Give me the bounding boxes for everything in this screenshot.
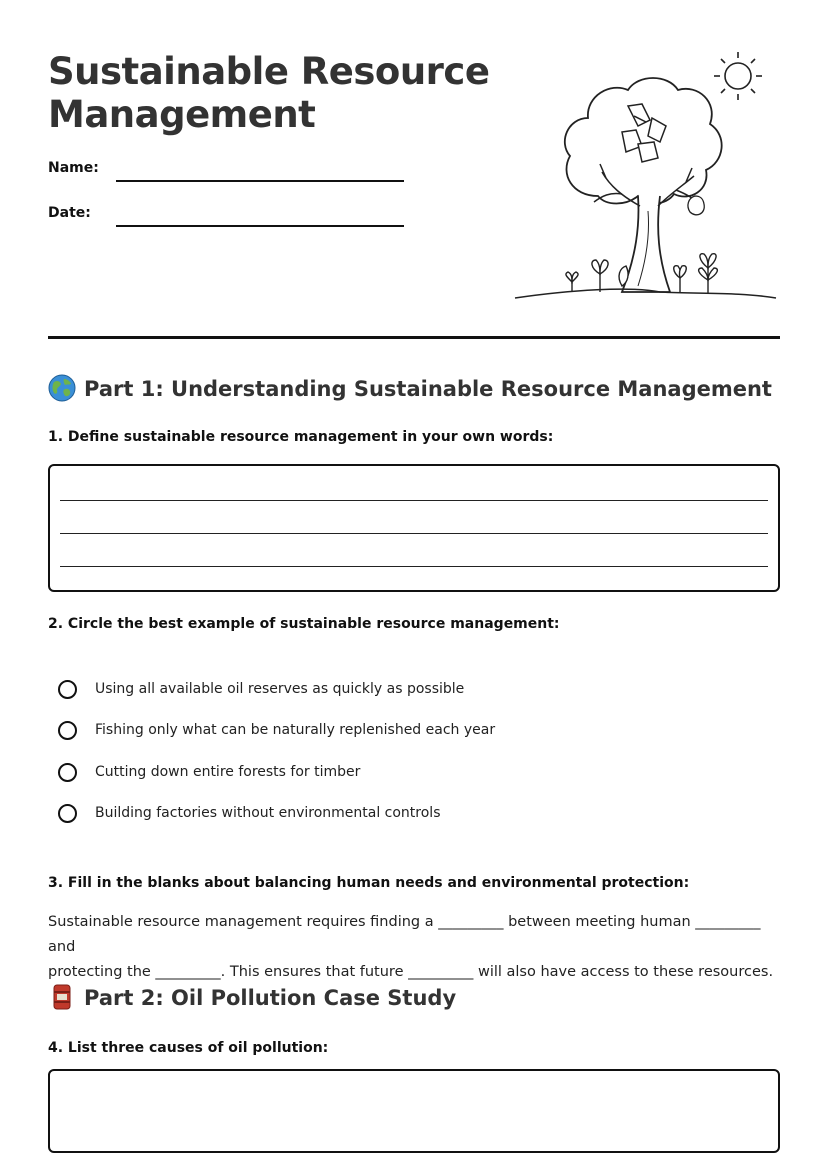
tree-illustration xyxy=(510,46,782,306)
option-label: Using all available oil reserves as quickly as possible xyxy=(95,681,465,697)
option-label: Building factories without environmental controls xyxy=(95,805,441,821)
option-2[interactable] xyxy=(58,721,578,745)
option-label: Fishing only what can be naturally replenished each year xyxy=(95,722,496,738)
fill-in-paragraph[interactable] xyxy=(48,910,783,985)
part1-heading-text: Part 1: Understanding Sustainable Resource Management xyxy=(84,377,772,401)
part2-heading-text: Part 2: Oil Pollution Case Study xyxy=(84,986,457,1010)
fruit-icon xyxy=(688,196,704,215)
tree-trunk xyxy=(622,196,670,292)
worksheet-title xyxy=(48,50,508,136)
date-write-line[interactable] xyxy=(116,225,404,227)
header-divider xyxy=(48,336,780,339)
option-1[interactable] xyxy=(58,680,578,704)
option-4[interactable] xyxy=(58,804,578,828)
title-line-2: Management xyxy=(48,93,316,136)
fill-line-2: protecting the _________. This ensures that future _________ will also have access to these resources. xyxy=(48,964,774,980)
answer-line[interactable] xyxy=(60,500,768,501)
sun-icon xyxy=(714,52,762,100)
name-field[interactable] xyxy=(48,160,408,190)
fill-line-1: Sustainable resource management requires finding a _________ between meeting human _________ and xyxy=(48,914,761,955)
date-field[interactable] xyxy=(48,205,408,235)
part2-heading xyxy=(48,983,456,1011)
question-2: 2. Circle the best example of sustainable resource management: xyxy=(48,616,560,632)
radio-circle[interactable] xyxy=(58,680,77,699)
globe-icon xyxy=(48,374,76,402)
question-1: 1. Define sustainable resource management in your own words: xyxy=(48,429,554,445)
answer-box-q4[interactable] xyxy=(48,1069,780,1153)
radio-circle[interactable] xyxy=(58,721,77,740)
answer-line[interactable] xyxy=(60,533,768,534)
oil-barrel-icon xyxy=(48,983,76,1011)
radio-circle[interactable] xyxy=(58,804,77,823)
option-3[interactable] xyxy=(58,763,578,787)
radio-circle[interactable] xyxy=(58,763,77,782)
question-3: 3. Fill in the blanks about balancing human needs and environmental protection: xyxy=(48,875,690,891)
answer-box-q1[interactable] xyxy=(48,464,780,592)
ground-line xyxy=(515,289,776,298)
question-4: 4. List three causes of oil pollution: xyxy=(48,1040,329,1056)
part1-heading xyxy=(48,374,772,402)
date-label: Date: xyxy=(48,205,91,221)
tree-canopy xyxy=(565,78,722,204)
option-label: Cutting down entire forests for timber xyxy=(95,764,361,780)
answer-line[interactable] xyxy=(60,566,768,567)
title-line-1: Sustainable Resource xyxy=(48,50,490,93)
name-write-line[interactable] xyxy=(116,180,404,182)
name-label: Name: xyxy=(48,160,99,176)
